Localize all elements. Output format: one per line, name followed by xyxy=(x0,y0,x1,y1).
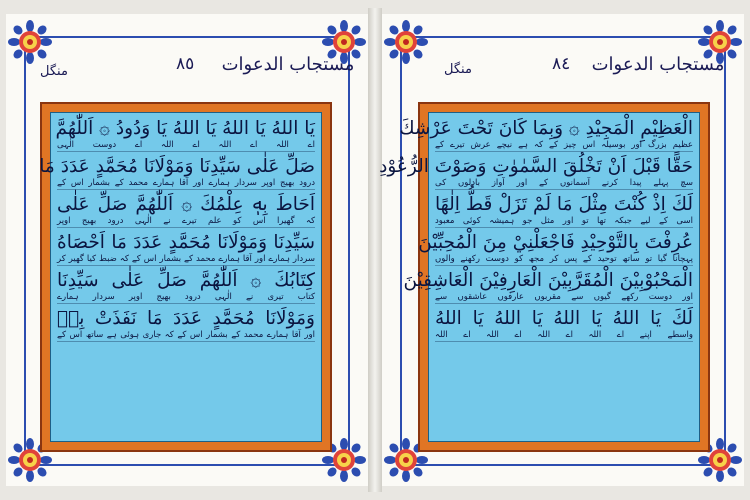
text-panel xyxy=(379,112,700,442)
running-title: مستجاب الدعوات xyxy=(221,54,355,75)
page-border-right xyxy=(724,36,726,466)
page-border-top xyxy=(24,36,350,38)
page-border-bottom xyxy=(400,464,726,466)
arabic-line: سَيِّدِنَا وَمَوْلَانَا مُحَمَّدٍ عَدَدَ مَا اَحْصَاهُ xyxy=(57,232,315,253)
arabic-line: الْمَحْبُوْبِيْنَ الْمُقَرَّبِيْنَ الْعَارِفِيْنَ الْعَاشِقِيْنَ xyxy=(403,270,693,291)
urdu-gloss: سردار ہمارے اور آقا ہمارے محمد کے بشمار اس کے کہ ضبط کیا گھیر کر xyxy=(57,254,315,264)
urdu-gloss: اور آقا ہمارے محمد کے بشمار اس کے کہ جاری ہوئی ہے ساتھ اس کے xyxy=(57,330,315,340)
arabic-line: لَكَ اِذْ كُنْتَ مِثْلَ مَا لَمْ تَزَلْ قَطُّ اِلٰهًا xyxy=(435,194,693,215)
urdu-gloss: عظیم بزرگ اور بوسیلہ اس چیز کے کہ ہے نیچے عرش تیرے کے xyxy=(435,140,693,150)
arabic-line: صَلِّ عَلٰى سَيِّدِنَا وَمَوْلَانَا مُحَمَّدٍ عَدَدَ مَا xyxy=(39,156,315,177)
urdu-gloss: اسی کے لیے جبکہ تھا تو اور مثل جو ہمیشہ کوئی معبود xyxy=(435,216,693,226)
arabic-line: لَكَ يَا اللهُ يَا اللهُ يَا اللهُ يَا اللهُ xyxy=(435,308,693,329)
urdu-gloss: واسطے اپنے اے اللہ اے اللہ اے اللہ اے اللہ xyxy=(435,330,693,340)
urdu-gloss: کہ گھیرا اس کو علم تیرے نے الٰہی درود بھیج اوپر xyxy=(57,216,315,226)
book-gutter xyxy=(368,8,382,492)
urdu-gloss: پہچانا گیا تو ساتھ توحید کے پس کر مجھ کو دوست رکھنے والوں xyxy=(435,254,693,264)
page-border-top xyxy=(400,36,726,38)
urdu-gloss: کتاب تیری نے الٰہی درود بھیج اوپر سردار ہمارے xyxy=(57,292,315,302)
page-number: ٨٥ xyxy=(176,54,195,74)
arabic-line: وَمَوْلَانَا مُحَمَّدٍ عَدَدَ مَا نَفَذَتْ بِهٖ xyxy=(57,308,315,329)
urdu-gloss: سچ پہلے پیدا کرنے آسمانوں کے اور آواز بادلوں کی xyxy=(435,178,693,188)
arabic-line: اَحَاطَ بِهٖ عِلْمُكَ ۞ اَللّٰهُمَّ صَلِّ عَلٰى xyxy=(57,194,315,215)
urdu-gloss: درود بھیج اوپر سردار ہمارے اور آقا ہمارے محمد کے بشمار اس کے xyxy=(57,178,315,188)
page-84 xyxy=(379,14,744,486)
urdu-gloss: اور دوست رکھے گیوں سے مقربوں عارفوں عاشقوں سے xyxy=(435,292,693,302)
day-label: منگل xyxy=(40,64,68,79)
page-number: ٨٤ xyxy=(552,54,571,74)
running-title: مستجاب الدعوات xyxy=(591,54,725,75)
page-85 xyxy=(6,14,368,486)
urdu-gloss: اے اللہ اے اللہ اے اللہ اے دوست الٰہی xyxy=(57,140,315,150)
text-frame xyxy=(40,102,332,452)
arabic-line: حَقًّا قَبْلَ اَنْ تَخْلُقَ السَّمٰوٰتِ وَصَوْتَ الرُّعُوْدِ xyxy=(379,156,693,177)
page-header xyxy=(402,54,724,90)
page-border-bottom xyxy=(24,464,350,466)
page-border-left xyxy=(24,36,26,466)
arabic-line: الْعَظِيْمِ الْمَجِيْدِ ۞ وَبِمَا كَانَ تَحْتَ عَرْشِكَ xyxy=(399,118,693,139)
page-border-right xyxy=(348,36,350,466)
arabic-line: يَا اللهُ يَا اللهُ يَا اللهُ يَا وَدُودُ ۞ اَللّٰهُمَّ xyxy=(55,118,315,139)
text-panel xyxy=(39,112,322,442)
text-frame xyxy=(379,102,710,452)
arabic-line: عُرِفْتَ بِالتَّوْحِيْدِ فَاجْعَلْنِيْ مِنَ الْمُحِبِّيْنَ xyxy=(418,232,693,253)
day-label: منگل xyxy=(444,62,472,77)
page-border-left xyxy=(400,36,402,466)
page-header xyxy=(26,54,355,90)
arabic-line: كِتَابُكَ ۞ اَللّٰهُمَّ صَلِّ عَلٰى سَيِّدِنَا xyxy=(57,270,315,291)
